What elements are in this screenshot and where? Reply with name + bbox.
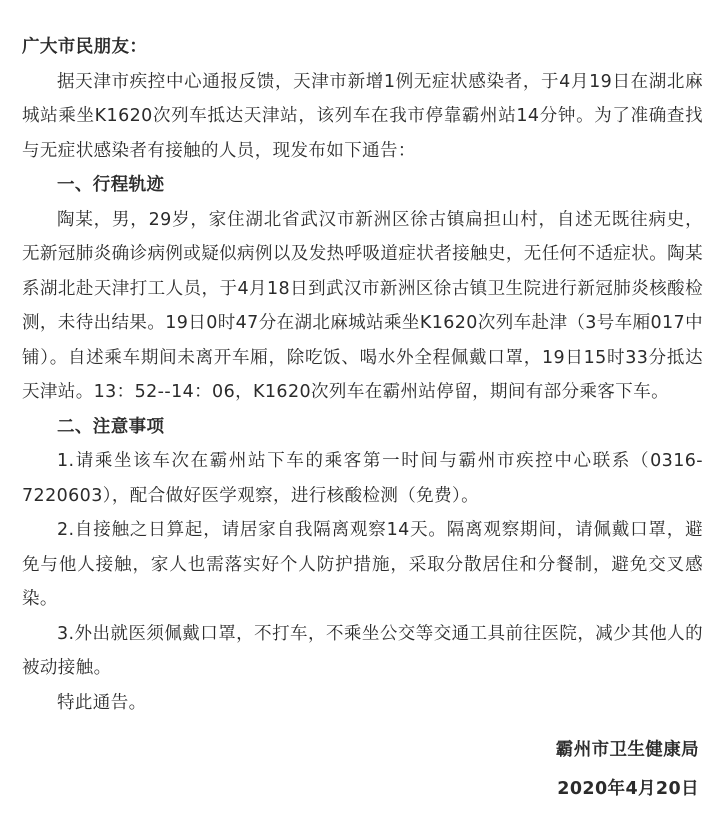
intro-paragraph: 据天津市疾控中心通报反馈，天津市新增1例无症状感染者，于4月19日在湖北麻城站乘坐K1620次列车抵达天津站，该列车在我市停靠霸州站14分钟。为了准确查找与无症状感染者有接触的人员，现发布如下通告：	[22, 71, 703, 161]
precaution-item-2: 2.自接触之日算起，请居家自我隔离观察14天。隔离观察期间，请佩戴口罩，避免与他人接触，家人也需落实好个人防护措施，采取分散居住和分餐制，避免交叉感染。	[22, 520, 703, 609]
section-heading-itinerary: 一、行程轨迹	[57, 175, 165, 195]
itinerary-paragraph: 陶某，男，29岁，家住湖北省武汉市新洲区徐古镇扁担山村，自述无既往病史，无新冠肺炎确诊病例或疑似病例以及发热呼吸道症状者接触史，无任何不适症状。陶某系湖北赴天津打工人员，于4月18日到武汉市新洲区徐古镇卫生院进行新冠肺炎核酸检测，未待出结果。19日0时47分在湖北麻城站乘坐K1620次列车赴津（3号车厢017中铺）。自述乘车期间未离开车厢，除吃饭、喝水外全程佩戴口罩，19日15时33分抵达天津站。13：52--14：06，K1620次列车在霸州站停留，期间有部分乘客下车。	[22, 209, 703, 402]
issue-date: 2020年4月20日	[557, 779, 699, 799]
precaution-item-3: 3.外出就医须佩戴口罩，不打车，不乘坐公交等交通工具前往医院，减少其他人的被动接触。	[22, 623, 703, 678]
section-heading-precautions: 二、注意事项	[57, 416, 165, 437]
precaution-item-1: 1.请乘坐该车次在霸州站下车的乘客第一时间与霸州市疾控中心联系（0316-7220603），配合做好医学观察，进行核酸检测（免费）。	[22, 451, 703, 506]
salutation: 广大市民朋友：	[22, 37, 148, 57]
closing-line: 特此通告。	[57, 692, 147, 713]
issuer-signature: 霸州市卫生健康局	[555, 740, 699, 760]
